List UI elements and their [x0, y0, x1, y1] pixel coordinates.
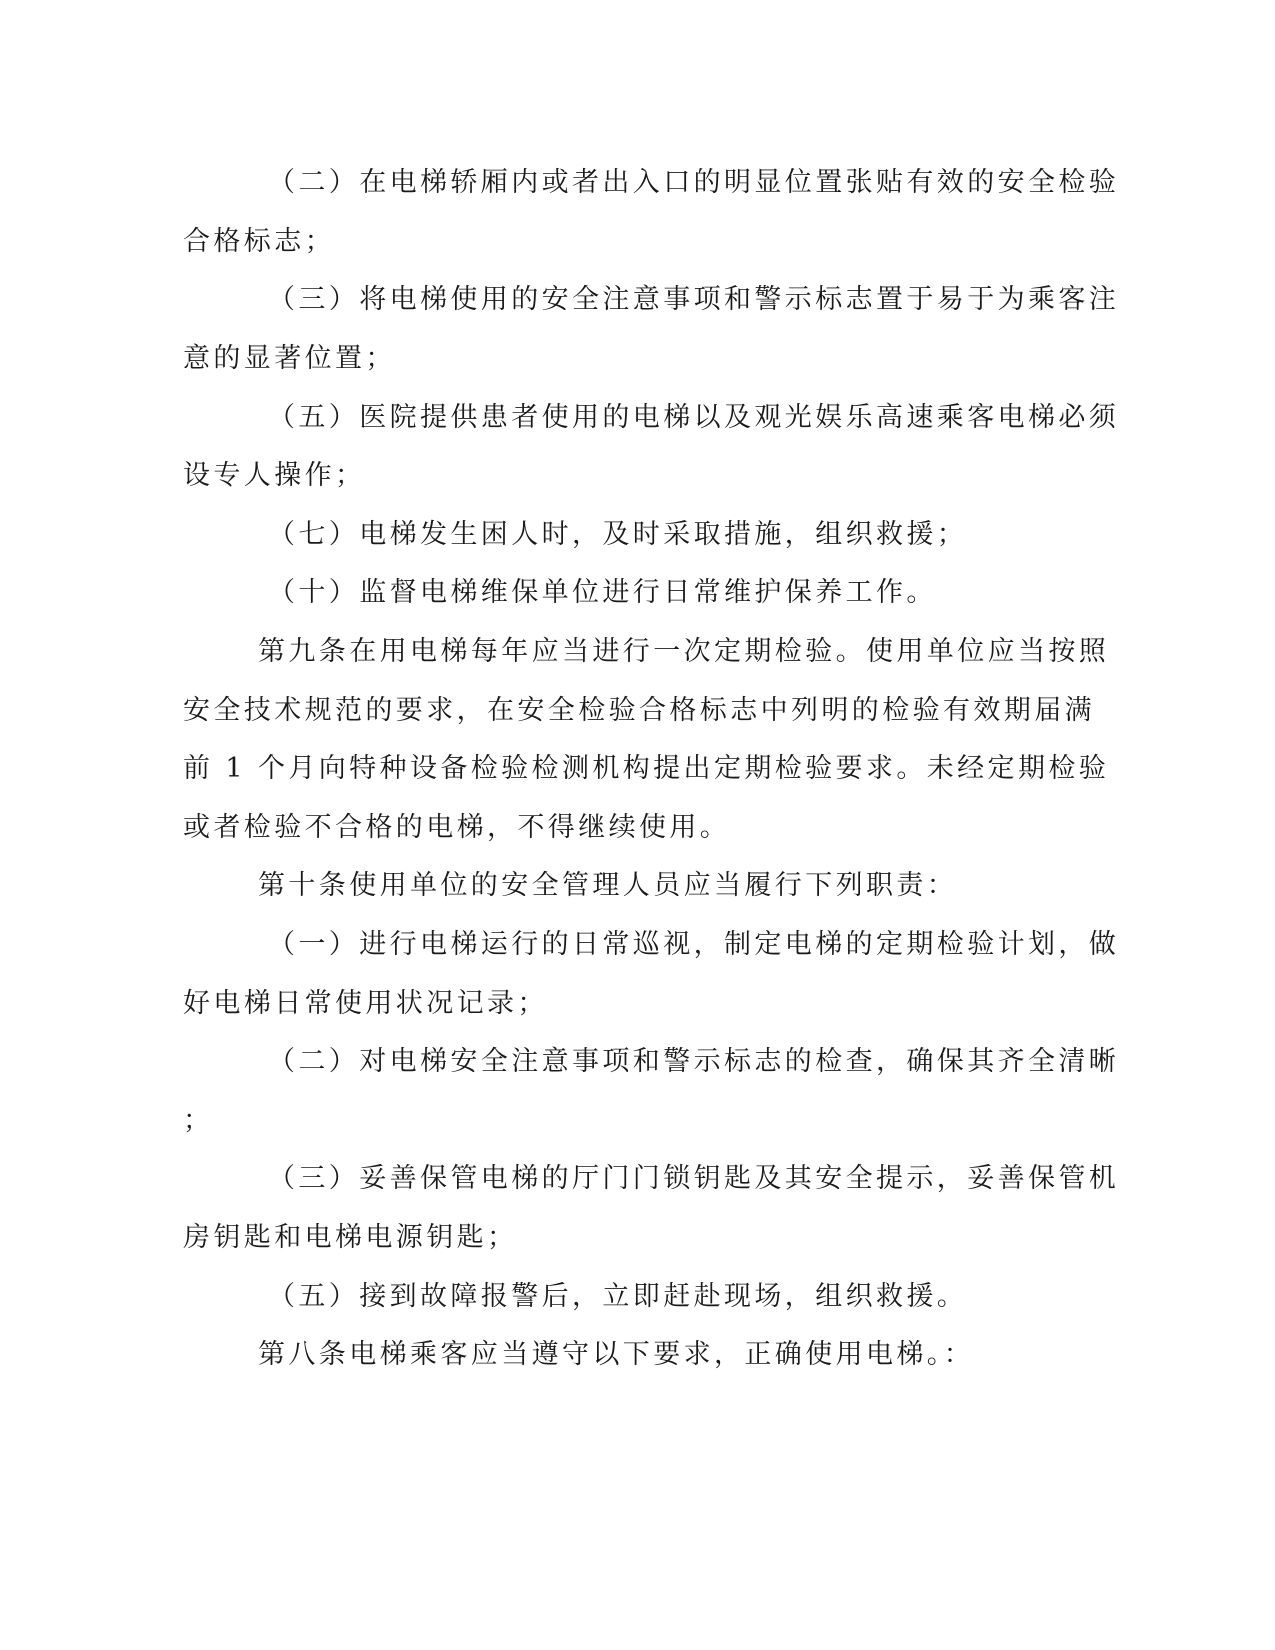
duty-3-line-2: 房钥匙和电梯电源钥匙；	[183, 1222, 518, 1253]
article-9-line-1: 第九条在用电梯每年应当进行一次定期检验。使用单位应当按照	[258, 636, 1110, 667]
article-8-heading: 第八条电梯乘客应当遵守以下要求，正确使用电梯。：	[258, 1339, 975, 1370]
article-9-line-2: 安全技术规范的要求，在安全检验合格标志中列明的检验有效期届满	[183, 695, 1095, 726]
paragraph-5-line-1: （五）医院提供患者使用的电梯以及观光娱乐高速乘客电梯必须	[268, 402, 1120, 433]
duty-2-line-2: ；	[183, 1105, 214, 1136]
paragraph-3-line-2: 意的显著位置；	[183, 343, 396, 374]
article-9-line-4: 或者检验不合格的电梯，不得继续使用。	[183, 812, 731, 843]
article-10-heading: 第十条使用单位的安全管理人员应当履行下列职责：	[258, 870, 958, 901]
duty-2-line-1: （二）对电梯安全注意事项和警示标志的检查，确保其齐全清晰	[268, 1046, 1120, 1077]
duty-3-line-1: （三）妥善保管电梯的厅门门锁钥匙及其安全提示，妥善保管机	[268, 1163, 1120, 1194]
duty-5: （五）接到故障报警后，立即赶赴现场，组织救援。	[268, 1281, 968, 1312]
duty-1-line-2: 好电梯日常使用状况记录；	[183, 988, 548, 1019]
paragraph-5-line-2: 设专人操作；	[183, 460, 366, 491]
article-9-line-3: 前 1 个月向特种设备检验检测机构提出定期检验要求。未经定期检验	[183, 753, 1110, 784]
paragraph-7: （七）电梯发生困人时，及时采取措施，组织救援；	[268, 519, 968, 550]
paragraph-10: （十）监督电梯维保单位进行日常维护保养工作。	[268, 577, 937, 608]
paragraph-3-line-1: （三）将电梯使用的安全注意事项和警示标志置于易于为乘客注	[268, 284, 1120, 315]
paragraph-2-line-1: （二）在电梯轿厢内或者出入口的明显位置张贴有效的安全检验	[268, 167, 1120, 198]
duty-1-line-1: （一）进行电梯运行的日常巡视，制定电梯的定期检验计划，做	[268, 929, 1120, 960]
paragraph-2-line-2: 合格标志；	[183, 226, 335, 257]
